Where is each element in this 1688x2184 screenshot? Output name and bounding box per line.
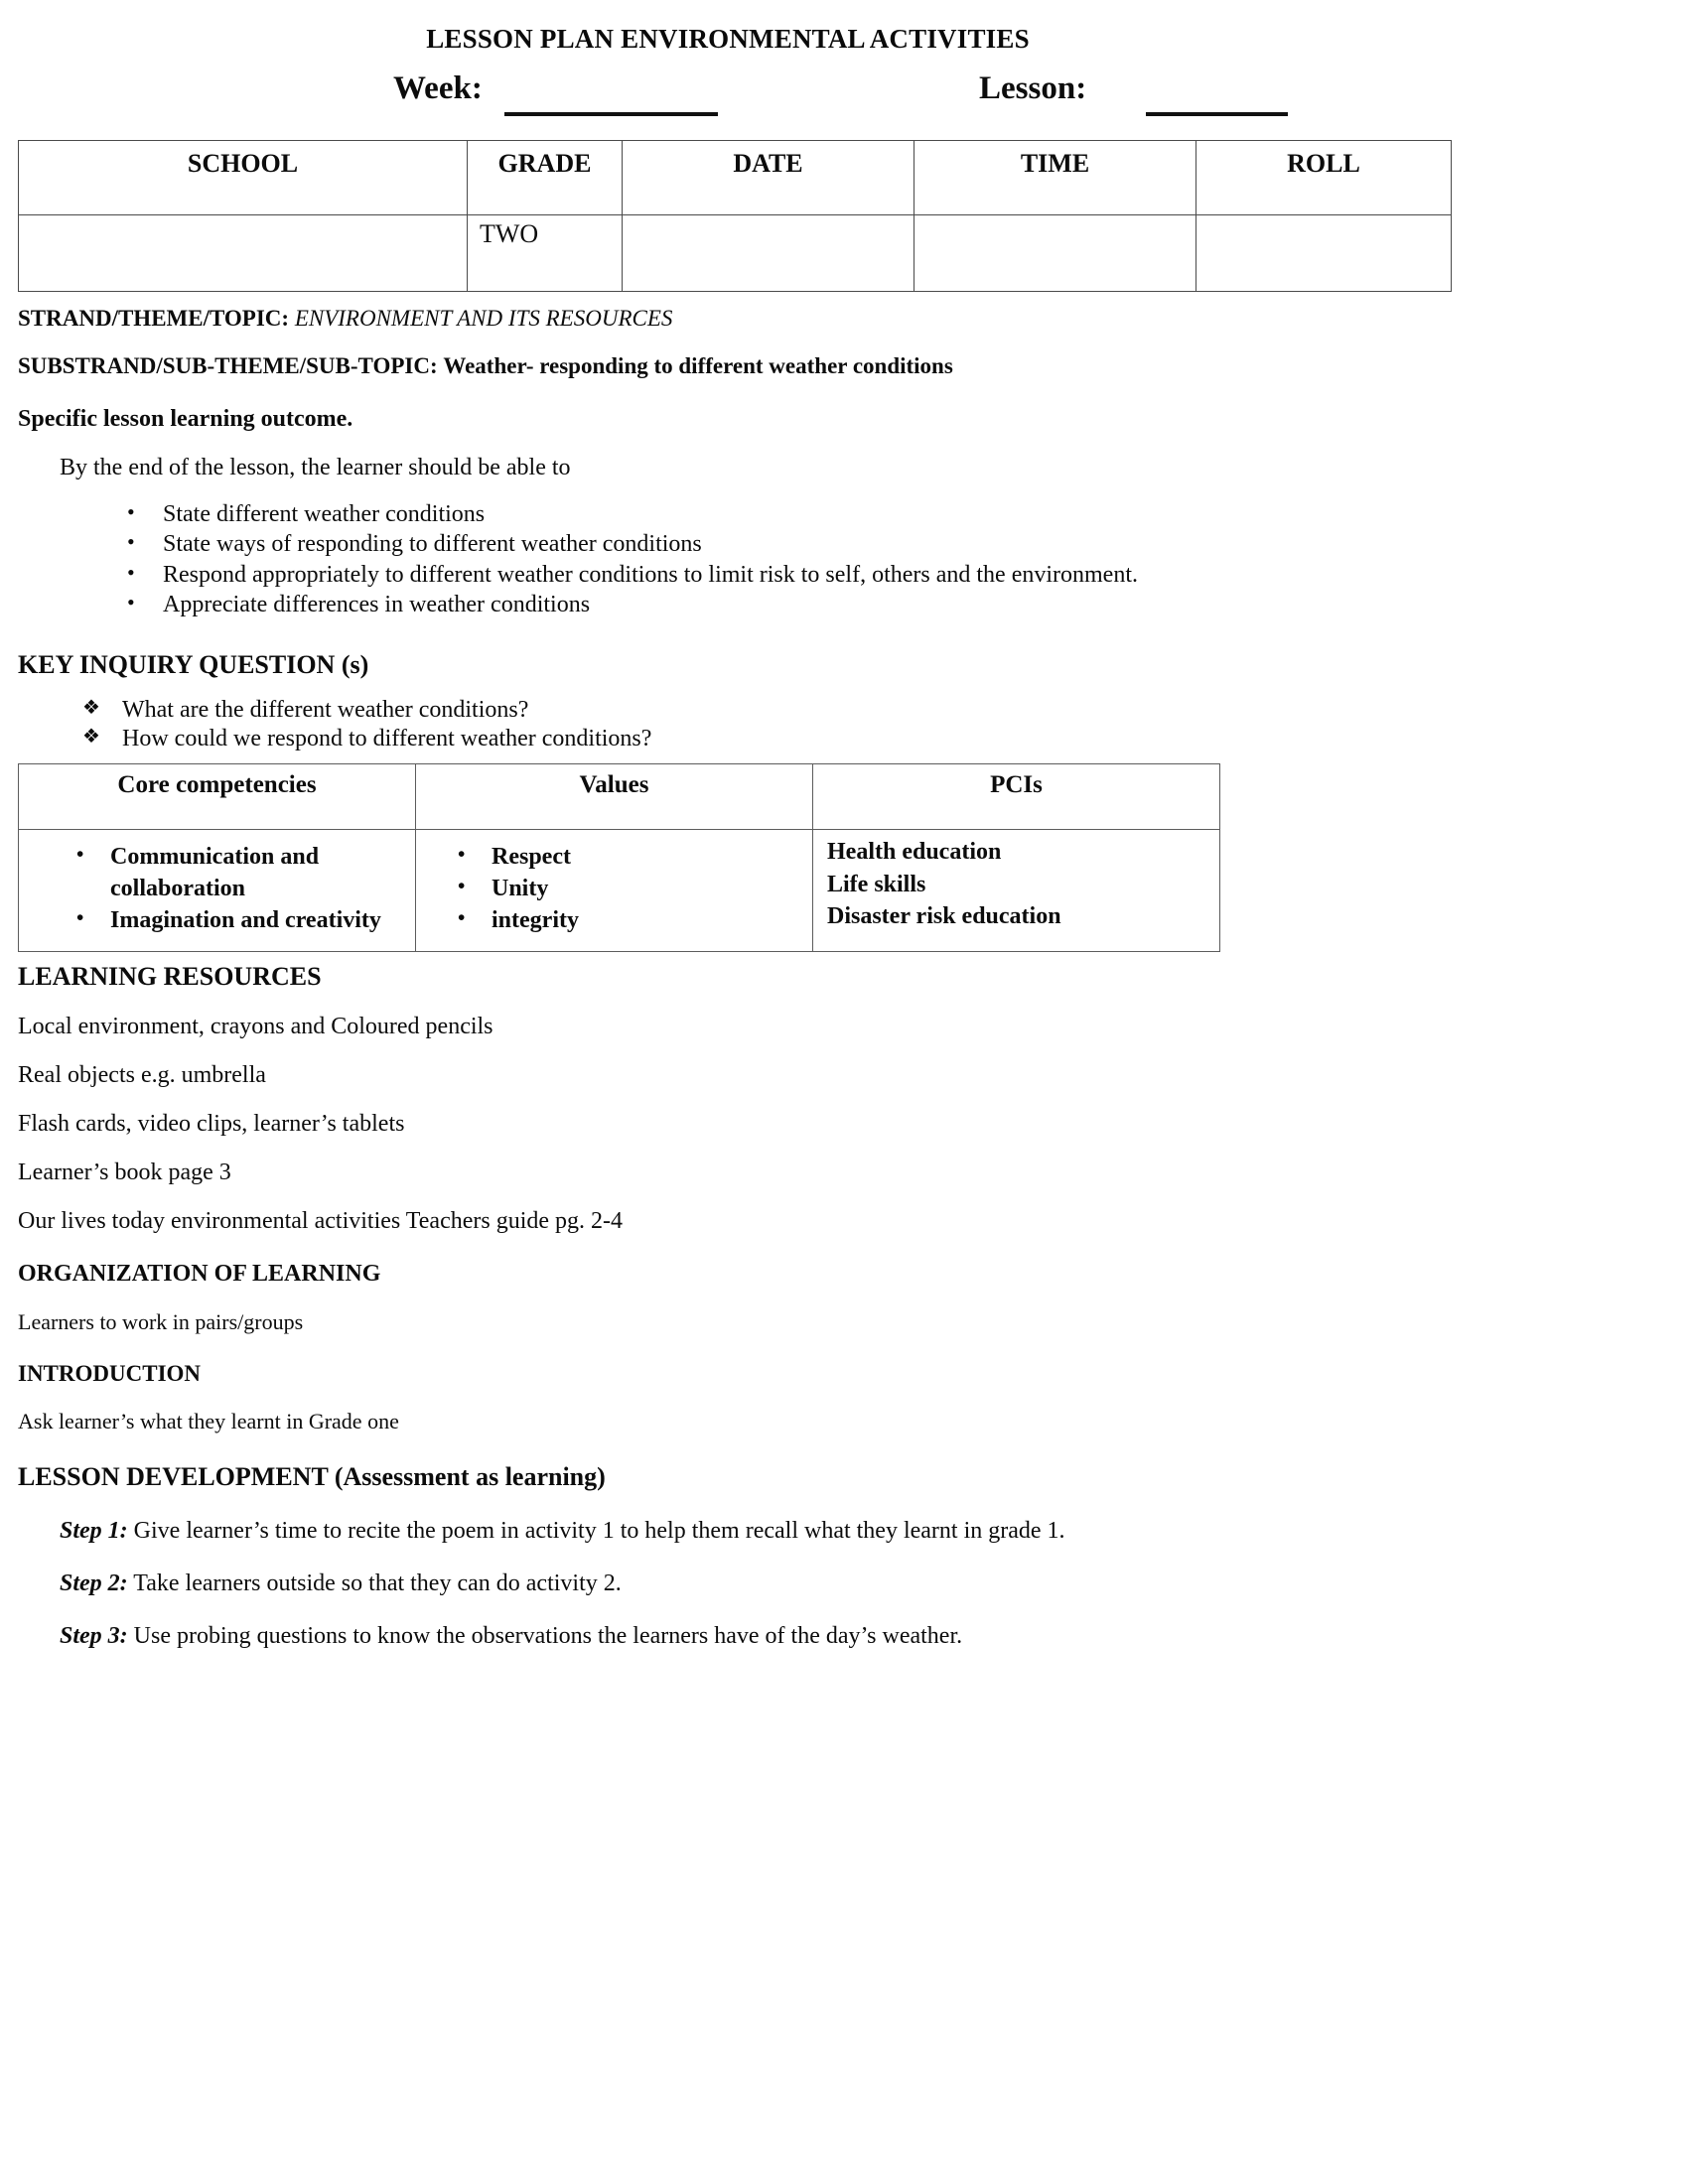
pcis-list: [813, 836, 1219, 932]
learning-resource-item: Our lives today environmental activities Teachers guide pg. 2-4: [18, 1208, 624, 1234]
values-list: [416, 842, 812, 937]
list-item: Health education: [827, 839, 1002, 866]
step-label: Step 2:: [60, 1570, 128, 1596]
strand-label: STRAND/THEME/TOPIC:: [18, 306, 290, 331]
substrand-value: Weather- responding to different weather conditions: [443, 353, 953, 379]
cell-school[interactable]: [19, 215, 468, 292]
list-item: • Imagination and creativity: [76, 905, 415, 937]
column-header-time: TIME: [914, 141, 1196, 215]
list-item: • integrity: [458, 905, 812, 937]
strand-line: [18, 306, 1458, 332]
core-competencies-list: [19, 842, 415, 937]
column-header-pcis: PCIs: [813, 764, 1220, 830]
learning-resource-item: Real objects e.g. umbrella: [18, 1062, 266, 1088]
list-item: • State ways of responding to different weather conditions: [127, 529, 1458, 559]
page-content: [18, 14, 1458, 1650]
column-header-core-competencies: Core competencies: [19, 764, 416, 830]
organization-text: Learners to work in pairs/groups: [18, 1309, 304, 1334]
learning-resource-item: Learner’s book page 3: [18, 1160, 231, 1185]
learning-resource-item: Local environment, crayons and Coloured pencils: [18, 1014, 493, 1039]
step-text: Use probing questions to know the observations the learners have of the day’s weather.: [127, 1623, 963, 1649]
strand-value: ENVIRONMENT AND ITS RESOURCES: [294, 306, 673, 331]
list-item: ❖ How could we respond to different weather conditions?: [82, 725, 1458, 753]
lesson-label: Lesson:: [979, 70, 1087, 106]
cell-time[interactable]: [914, 215, 1196, 292]
cell-values: [416, 830, 813, 952]
table-row: [19, 830, 1220, 952]
competency-table: [18, 763, 1220, 952]
list-item: • Appreciate differences in weather conditions: [127, 590, 1458, 619]
week-label: Week:: [393, 70, 483, 106]
column-header-roll: ROLL: [1196, 141, 1452, 215]
week-blank-field[interactable]: [504, 112, 718, 116]
column-header-date: DATE: [623, 141, 914, 215]
table-header-row: [19, 141, 1452, 215]
list-item: Life skills: [827, 871, 926, 897]
list-item: • Communication and collaboration: [76, 842, 415, 905]
organization-heading: ORGANIZATION OF LEARNING: [18, 1261, 381, 1287]
step-text: Take learners outside so that they can do activity 2.: [127, 1570, 622, 1596]
list-item: • Respect: [458, 842, 812, 874]
column-header-grade: GRADE: [468, 141, 623, 215]
cell-pcis: [813, 830, 1220, 952]
step-text: Give learner’s time to recite the poem in activity 1 to help them recall what they learnt in grade 1.: [127, 1518, 1065, 1544]
lesson-info-table: [18, 140, 1452, 292]
key-inquiry-heading: KEY INQUIRY QUESTION (s): [18, 649, 369, 679]
page-title: LESSON PLAN ENVIRONMENTAL ACTIVITIES: [426, 24, 1030, 54]
introduction-heading: INTRODUCTION: [18, 1361, 202, 1386]
cell-core-competencies: [19, 830, 416, 952]
week-lesson-row: [18, 70, 1438, 132]
list-item: ❖ What are the different weather conditions?: [82, 696, 1458, 725]
table-header-row: [19, 764, 1220, 830]
lesson-development-heading: LESSON DEVELOPMENT (Assessment as learning): [18, 1462, 606, 1491]
step-label: Step 3:: [60, 1623, 128, 1649]
lesson-step: [60, 1570, 1458, 1597]
step-label: Step 1:: [60, 1518, 128, 1544]
list-item: • State different weather conditions: [127, 499, 1458, 529]
lesson-step: [60, 1623, 1458, 1650]
outcome-heading: Specific lesson learning outcome.: [18, 405, 353, 432]
key-inquiry-list: [18, 696, 1458, 754]
outcome-list: [18, 499, 1458, 620]
list-item: • Respond appropriately to different weather conditions to limit risk to self, others and the environment.: [127, 560, 1458, 590]
substrand-label: SUBSTRAND/SUB-THEME/SUB-TOPIC:: [18, 353, 438, 379]
lesson-blank-field[interactable]: [1146, 112, 1288, 116]
column-header-school: SCHOOL: [19, 141, 468, 215]
cell-date[interactable]: [623, 215, 914, 292]
lesson-step: [60, 1518, 1458, 1545]
list-item: Disaster risk education: [827, 903, 1061, 930]
learning-resources-heading: LEARNING RESOURCES: [18, 962, 322, 991]
cell-roll[interactable]: [1196, 215, 1452, 292]
table-row: [19, 215, 1452, 292]
cell-grade[interactable]: TWO: [468, 215, 623, 292]
learning-resource-item: Flash cards, video clips, learner’s tablets: [18, 1111, 405, 1137]
introduction-text: Ask learner’s what they learnt in Grade one: [18, 1409, 399, 1433]
outcome-intro: By the end of the lesson, the learner should be able to: [60, 454, 571, 480]
column-header-values: Values: [416, 764, 813, 830]
substrand-line: [18, 353, 1458, 379]
list-item: • Unity: [458, 874, 812, 905]
